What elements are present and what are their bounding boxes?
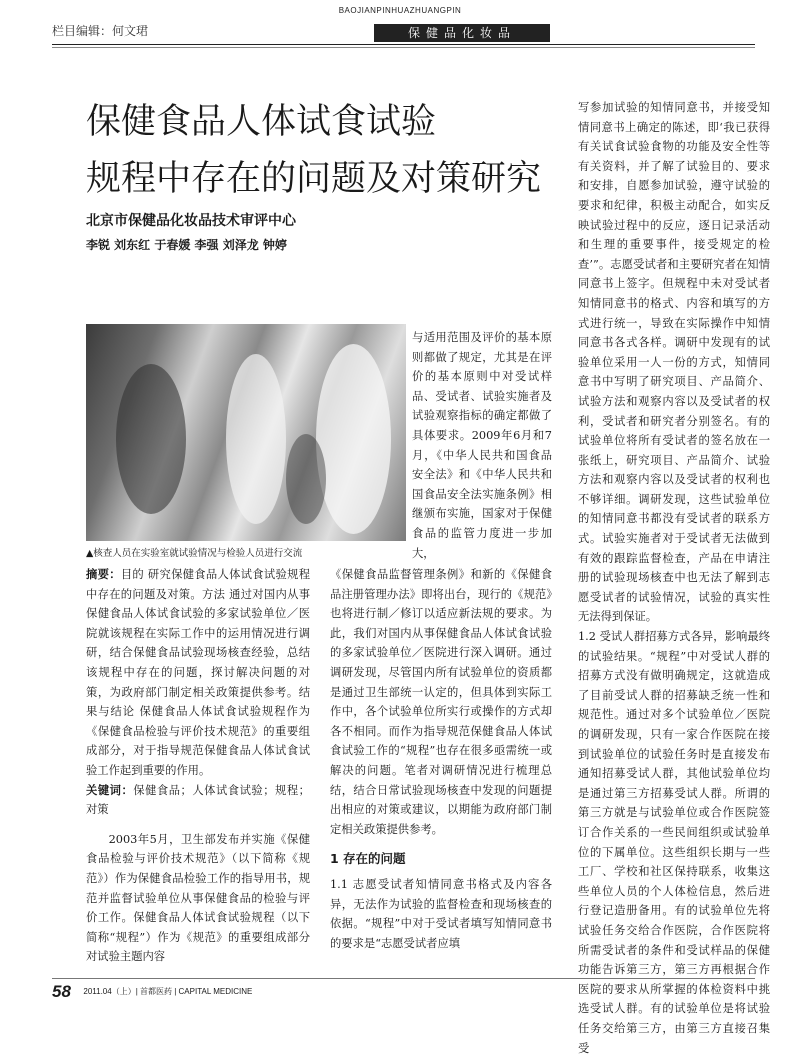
section-heading: 1 存在的问题 <box>330 851 406 867</box>
photo-caption: ▲核查人员在实验室就试验情况与检验人员进行交流 <box>86 548 303 559</box>
keywords <box>86 781 310 820</box>
page-footer <box>52 982 252 1002</box>
abstract-label: 摘要： <box>86 568 121 581</box>
photo-figure-center <box>226 354 286 524</box>
intro-column <box>412 328 552 563</box>
body-paragraph: 写参加试验的知情同意书，并接受知情同意书上确定的陈述，即‘我已获得有关试食试验食物的功能及安全性等有关资料，并了解了试验目的、要求和安排，自愿参加试验，遵守试验的要求和纪律，积极主动配合，如实反映试验过程中的反应，逐日记录活动和生理的重要事件，接受规定的检查’”。志愿受试者和主要研究者在知情同意书上签字。但规程中未对受试者知情同意书的格式、内容和填写的方式进行统一，导致在实际操作中知情同意书各式各样。调研中发现有的试验单位采用一人一份的方式，知情同意书中写明了研究项目、产品简介、试验方法和观察内容以及受试者的权利，受试者和研究者分别签名。有的试验单位将所有受试者的签名放在一张纸上，研究项目、产品简介、试验方法和观察内容以及受试者的权利也不够详细。调研发现，这些试验单位的知情同意书都没有受试者的联系方式。试验实施者对于受试者无法做到有效的跟踪监督检查，产品在申请注册的试验现场核查中也无法了解到志愿受试者的试验情况，试验的真实性无法得到保证。 <box>578 101 770 624</box>
left-column <box>86 565 310 967</box>
subsection-paragraph: 1.2 受试人群招募方式各异，影响最终的试验结果。“规程”中对受试人群的招募方式没有做明确规定，这就造成了目前受试人群的招募缺乏统一性和规范性。通过对多个试验单位／医院的调研发现，只有一家合作医院在接到试验单位的试验任务时是直接发布通知招募受试人群，其他试验单位均是通过第三方招募受试人群。所谓的第三方就是与试验单位或合作医院签订合作关系的一些民间组织或试验单位的下属单位。这些组织长期与一些工厂、学校和社区保持联系，收集这些单位人员的个人体检信息，然后进行登记造册备用。有的试验单位先将试验任务交给合作医院，合作医院将所需受试者的条件和受试样品的保健功能告诉第三方，第三方再根据合作医院的要求从所掌握的体检资料中挑选受试人群。有的试验单位是将试验任务交给第三方，由第三方直接召集受 <box>578 630 770 1055</box>
photo-figure-left <box>116 364 186 514</box>
photo-figure-right <box>316 344 391 534</box>
section-pinyin: BAOJIANPINHUAZHUANGPIN <box>338 6 462 15</box>
section-label: 保健品化妆品 <box>374 24 550 42</box>
photo-shadow <box>286 434 326 524</box>
column-editor: 栏目编辑：何文珺 <box>52 24 149 38</box>
abstract-text: 目的 研究保健食品人体试食试验规程中存在的问题及对策。方法 通过对国内从事保健食品人体试食试验的多家试验单位／医院就该规程在实际工作中的运用情况进行调研，结合保健食品试验现场核查经验，总结该规程中存在的问题，探讨解决问题的对策，为政府部门制定相关政策提供参考。结果与结论 保健食品人体试食试验规程作为《保健食品检验与评价技术规范》的重要组成部分，对于指导规范保健食品人体试食试验工作起到重要的作用。 <box>86 568 310 777</box>
author-list: 李锐 刘东红 于春媛 李强 刘泽龙 钟婷 <box>86 238 287 252</box>
body-paragraph: 《保健食品监督管理条例》和新的《保健食品注册管理办法》即将出台，现行的《规范》也将进行制／修订以适应新法规的要求。为此，我们对国内从事保健食品人体试食试验的多家试验单位／医院进行深入调研。通过调研发现，尽管国内所有试验单位的资质都是通过卫生部统一认定的，但具体到实际工作中，各个试验单位所实行或操作的方式却各不相同。而作为指导规范保健食品人体试食试验工作的“规程”也存在很多亟需统一或解决的问题。笔者对调研情况进行梳理总结，结合日常试验现场核查中发现的问题提出相应的对策或建议，以期能为政府部门制定相关政策提供参考。 <box>330 568 552 836</box>
header-rule <box>52 44 755 45</box>
abstract <box>86 565 310 781</box>
footer-text: 2011.04（上）| 首都医药 | CAPITAL MEDICINE <box>83 987 253 996</box>
page-number: 58 <box>52 982 71 1001</box>
article-photo <box>86 324 406 541</box>
keywords-text: 保健食品；人体试食试验；规程；对策 <box>86 783 310 817</box>
middle-column <box>330 565 552 953</box>
article-title-line-2: 规程中存在的问题及对策研究 <box>86 159 542 199</box>
footer-rule <box>52 978 755 979</box>
body-paragraph: 2003年5月，卫生部发布并实施《保健食品检验与评价技术规范》（以下简称《规范》）作为保健食品检验工作的指导用书，规范并监督试验单位从事保健食品的检验与评价工作。保健食品人体试食试验规程（以下简称“规程”）作为《规范》的重要组成部分对试验主题内容 <box>86 832 310 964</box>
author-organization: 北京市保健品化妆品技术审评中心 <box>86 213 296 229</box>
article-title-line-1: 保健食品人体试食试验 <box>86 102 437 142</box>
keywords-label: 关键词： <box>86 783 134 797</box>
header-rule-secondary <box>52 47 755 48</box>
intro-paragraph: 与适用范围及评价的基本原则都做了规定，尤其是在评价的基本原则中对受试样品、受试者、试验实施者及试验观察指标的确定都做了具体要求。2009年6月和7月，《中华人民共和国食品安全法》和《中华人民共和国食品安全法实施条例》相继颁布实施，国家对于保健食品的监管力度进一步加大， <box>412 331 552 560</box>
subsection-paragraph: 1.1 志愿受试者知情同意书格式及内容各异，无法作为试验的监督检查和现场核查的依据。“规程”中对于受试者填写知情同意书的要求是“志愿受试者应填 <box>330 877 552 950</box>
right-column <box>578 98 770 1058</box>
